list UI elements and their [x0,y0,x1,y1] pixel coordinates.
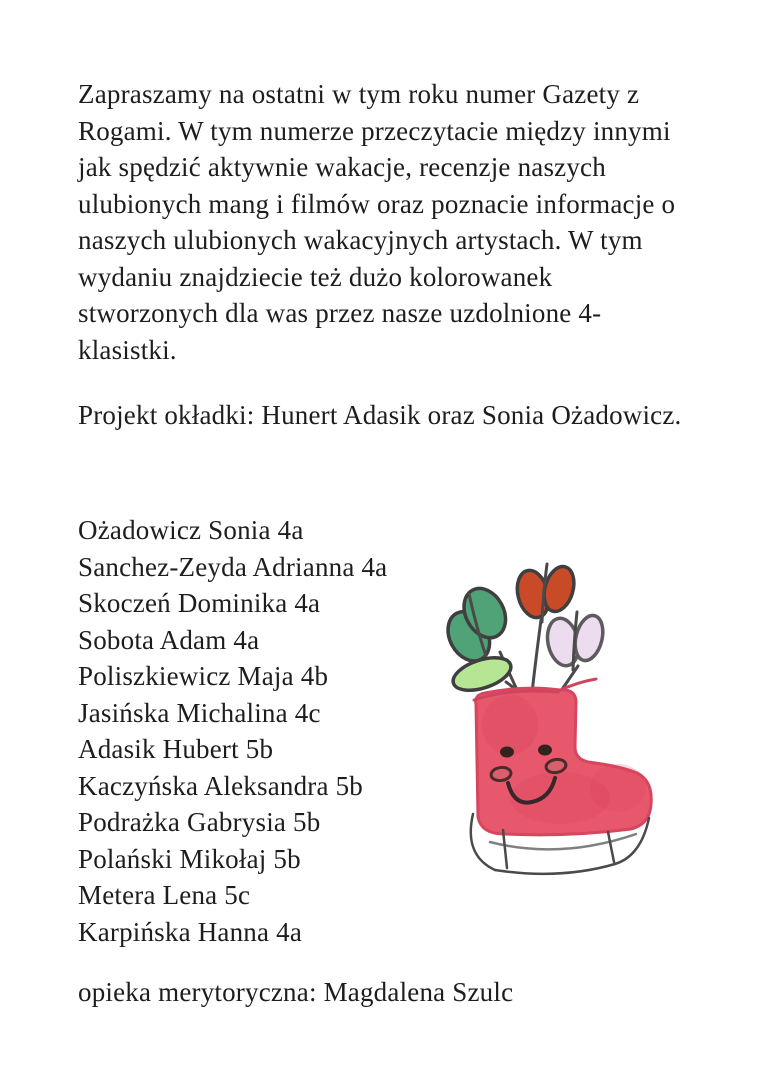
tulip-pink-icon [543,612,607,670]
contributor-item: Jasińska Michalina 4c [78,697,321,728]
intro-line: ulubionych mang i filmów oraz poznacie informacje o [78,188,676,219]
intro-line: klasistki. [78,334,177,365]
intro-line: stworzonych dla was przez nasze uzdolnione 4- [78,298,602,328]
contributor-item: Ożadowicz Sonia 4a [78,515,304,545]
contributor-item: Kaczyńska Aleksandra 5b [78,770,364,801]
boot-body [474,679,651,835]
contributor-item: Podrażka Gabrysia 5b [78,807,321,837]
intro-line: naszych ulubionych wakacyjnych artystach. W tym [78,225,643,255]
contributor-item: Skoczeń Dominika 4a [78,588,321,618]
contributor-item: Sobota Adam 4a [78,624,260,655]
contributor-item: Metera Lena 5c [78,880,251,910]
intro-paragraph [78,76,675,368]
contributor-item: Adasik Hubert 5b [78,734,274,764]
eye-right [538,745,552,756]
contributor-item: Poliszkiewicz Maja 4b [78,661,329,691]
contributor-item: Karpińska Hanna 4a [78,916,303,947]
editorial-care-line: opieka merytoryczna: Magdalena Szulc [78,977,514,1007]
intro-line: Rogami. W tym numerze przeczytacie między innymi [78,115,671,146]
tulip-red-icon [513,563,579,622]
contributor-item: Sanchez-Zeyda Adrianna 4a [78,551,388,582]
intro-line: Zapraszamy na ostatni w tym roku numer Gazety z [78,79,640,109]
boot-flowers-drawing [410,530,710,890]
cheek-left [490,766,512,782]
intro-line: jak spędzić aktywnie wakacje, recenzje naszych [78,152,606,182]
cover-credit-line: Projekt okładki: Hunert Adasik oraz Sonia Ożadowicz. [78,400,682,430]
tulip-green-icon [434,581,520,668]
intro-line: wydaniu znajdziecie też dużo kolorowanek [78,261,553,292]
contributors-list [78,512,387,950]
contributor-item: Polański Mikołaj 5b [78,843,301,874]
eye-left [500,747,514,758]
